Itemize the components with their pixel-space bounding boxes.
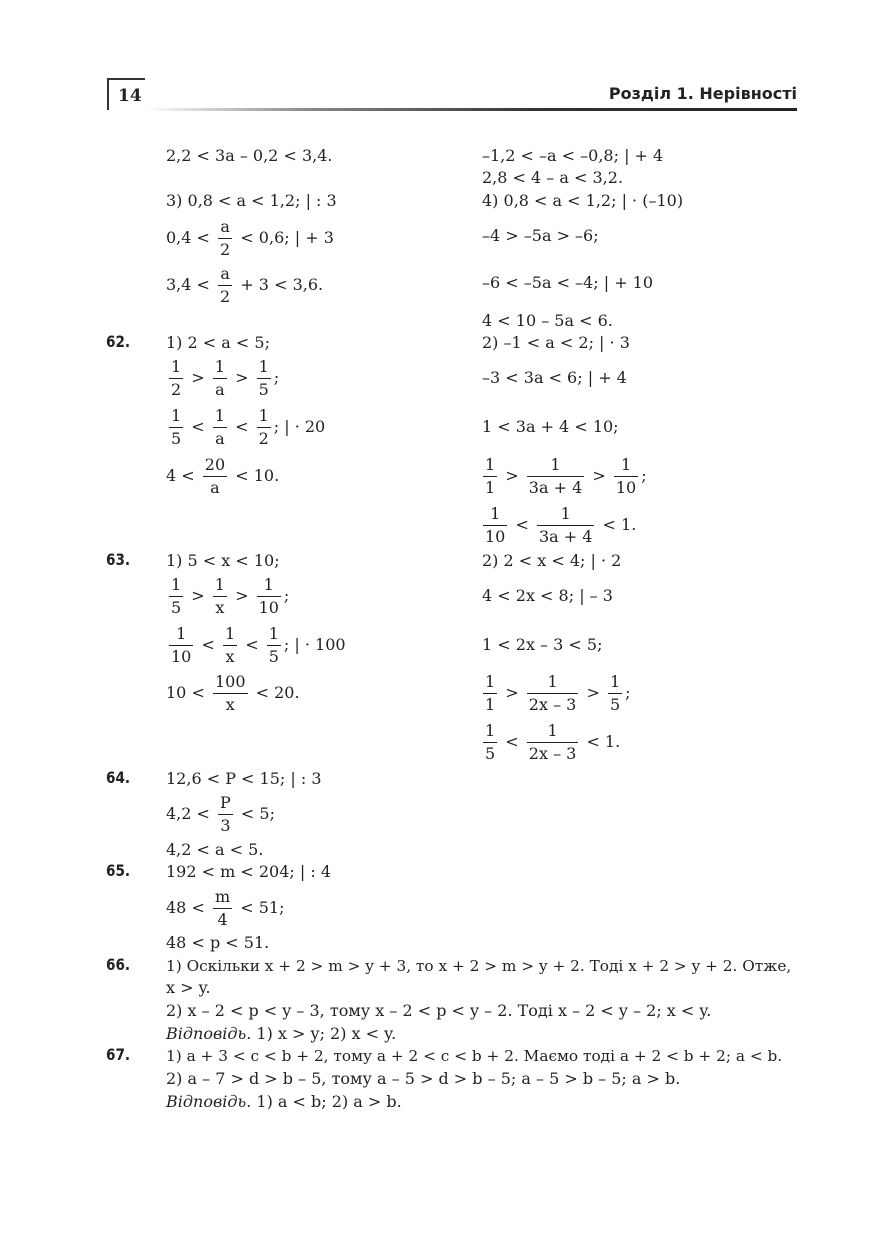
fraction <box>213 405 227 450</box>
fraction-line <box>166 671 300 716</box>
text: ; | · 20 <box>273 417 326 436</box>
text: 4 < <box>166 466 195 485</box>
line: 1 < 2x – 3 < 5; <box>482 635 603 654</box>
denominator: 2x – 3 <box>528 695 577 714</box>
line: 1 < 3a + 4 < 10; <box>482 417 619 436</box>
fraction <box>218 263 232 308</box>
numerator: 1 <box>213 574 227 597</box>
numerator: 1 <box>483 720 497 743</box>
denominator: 5 <box>258 380 269 399</box>
section-title: Розділ 1. Нерівності <box>608 84 797 103</box>
numerator: m <box>213 886 232 909</box>
numerator: 1 <box>483 671 497 694</box>
line: 1) a + 3 < c < b + 2, тому a + 2 < c < b + 2. Маємо тоді a + 2 < b + 2; a < b. <box>166 1047 783 1065</box>
fraction <box>483 454 497 499</box>
denominator: 3a + 4 <box>528 478 583 497</box>
operator: < <box>245 635 259 654</box>
line: x > y. <box>166 978 211 997</box>
line: –6 < –5a < –4; | + 10 <box>482 273 654 292</box>
numerator: 1 <box>213 405 227 428</box>
fraction <box>169 405 183 450</box>
line: 2,2 < 3a – 0,2 < 3,4. <box>166 146 333 165</box>
operator: > <box>592 466 606 485</box>
fraction-line <box>166 405 325 450</box>
operator: > <box>586 683 600 702</box>
denominator: 10 <box>258 598 279 617</box>
denominator: 2 <box>171 380 182 399</box>
text: ; | · 100 <box>283 635 346 654</box>
line: 1) Оскільки x + 2 > m > y + 3, то x + 2 > m > y + 2. Тоді x + 2 > y + 2. Отже, <box>166 957 792 975</box>
denominator: 2 <box>258 429 269 448</box>
numerator: 1 <box>608 671 622 694</box>
fraction <box>267 623 281 668</box>
fraction <box>257 574 281 619</box>
text: + 3 < 3,6. <box>240 275 324 294</box>
denominator: x <box>225 647 235 666</box>
numerator: 1 <box>169 574 183 597</box>
problem-number: 67. <box>106 1045 131 1064</box>
fraction-line <box>166 454 279 499</box>
operator: > <box>235 586 249 605</box>
text: ; <box>273 368 280 387</box>
fraction-line <box>480 720 620 765</box>
fraction-line <box>166 216 334 261</box>
fraction-line <box>166 356 279 401</box>
fraction <box>203 454 227 499</box>
fraction <box>169 574 183 619</box>
text: ; <box>283 586 290 605</box>
denominator: 10 <box>485 527 506 546</box>
line: 2) 2 < x < 4; | · 2 <box>482 551 622 570</box>
answer-line <box>166 1092 402 1112</box>
fraction <box>213 671 248 716</box>
text: < 5; <box>240 804 275 823</box>
operator: > <box>235 368 249 387</box>
text: 10 < <box>166 683 205 702</box>
text: 4,2 < <box>166 804 210 823</box>
line: 4) 0,8 < a < 1,2; | · (–10) <box>482 191 684 210</box>
problem-number: 62. <box>106 332 131 351</box>
text: < 1. <box>602 515 637 534</box>
fraction <box>213 356 227 401</box>
numerator: 1 <box>267 623 281 646</box>
text: < 20. <box>255 683 300 702</box>
fraction <box>169 623 193 668</box>
fraction <box>257 356 271 401</box>
denominator: 2 <box>220 240 231 259</box>
text: ; <box>641 466 647 485</box>
denominator: 1 <box>485 695 496 714</box>
operator: < <box>191 417 205 436</box>
line: 2,8 < 4 – a < 3,2. <box>482 168 624 187</box>
line: 12,6 < P < 15; | : 3 <box>166 769 322 788</box>
numerator: P <box>218 792 233 815</box>
numerator: 1 <box>527 720 579 743</box>
line: 4 < 10 – 5a < 6. <box>482 311 613 330</box>
numerator: 1 <box>213 356 227 379</box>
fraction <box>527 720 579 765</box>
line: 1) 5 < x < 10; <box>166 551 280 570</box>
numerator: 1 <box>614 454 638 477</box>
denominator: 3 <box>220 816 231 835</box>
operator: < <box>235 417 249 436</box>
fraction <box>223 623 237 668</box>
answer-label: Відповідь. <box>166 1092 252 1111</box>
numerator: 1 <box>257 574 281 597</box>
fraction-line <box>166 792 275 837</box>
line: 2) x – 2 < p < y – 3, тому x – 2 < p < y – 2. Тоді x – 2 < y – 2; x < y. <box>166 1001 712 1020</box>
fraction <box>608 671 622 716</box>
operator: > <box>191 586 205 605</box>
line: 1) 2 < a < 5; <box>166 333 270 352</box>
fraction-line <box>480 454 647 499</box>
fraction <box>218 216 232 261</box>
numerator: 1 <box>169 623 193 646</box>
fraction <box>614 454 638 499</box>
denominator: 10 <box>171 647 192 666</box>
text: < 51; <box>240 898 285 917</box>
operator: < <box>505 732 519 751</box>
answer-text: 1) a < b; 2) a > b. <box>251 1092 402 1111</box>
fraction <box>527 454 584 499</box>
text: 48 < <box>166 898 205 917</box>
operator: < <box>201 635 215 654</box>
fraction <box>483 503 507 548</box>
line: 2) –1 < a < 2; | · 3 <box>482 333 630 352</box>
fraction-line <box>166 263 323 308</box>
answer-label: Відповідь. <box>166 1024 252 1043</box>
text: < 0,6; | + 3 <box>240 228 334 247</box>
numerator: 1 <box>483 503 507 526</box>
denominator: 5 <box>268 647 279 666</box>
denominator: x <box>215 598 225 617</box>
denominator: 1 <box>485 478 496 497</box>
denominator: 5 <box>171 598 182 617</box>
denominator: a <box>210 478 220 497</box>
fraction <box>218 792 233 837</box>
numerator: 1 <box>537 503 594 526</box>
page-number: 14 <box>118 86 142 106</box>
fraction <box>537 503 594 548</box>
line: 2) a – 7 > d > b – 5, тому a – 5 > d > b – 5; a – 5 > b – 5; a > b. <box>166 1069 681 1088</box>
numerator: 1 <box>527 671 579 694</box>
problem-number: 65. <box>106 861 131 880</box>
fraction-line <box>480 671 631 716</box>
fraction <box>213 574 227 619</box>
text: 0,4 < <box>166 228 210 247</box>
fraction <box>213 886 232 931</box>
numerator: 1 <box>169 356 183 379</box>
numerator: 1 <box>257 405 271 428</box>
numerator: 1 <box>223 623 237 646</box>
numerator: 100 <box>213 671 248 694</box>
numerator: 20 <box>203 454 227 477</box>
operator: > <box>191 368 205 387</box>
fraction-line <box>480 503 636 548</box>
fraction <box>257 405 271 450</box>
fraction-line <box>166 623 346 668</box>
text: < 10. <box>235 466 280 485</box>
denominator: 2x – 3 <box>528 744 577 763</box>
text: ; <box>625 683 631 702</box>
fraction <box>483 720 497 765</box>
numerator: a <box>218 216 232 239</box>
operator: > <box>505 683 519 702</box>
numerator: 1 <box>169 405 183 428</box>
line: 48 < p < 51. <box>166 933 270 952</box>
fraction-line <box>166 574 289 619</box>
operator: > <box>505 466 519 485</box>
line: –1,2 < –a < –0,8; | + 4 <box>482 146 664 165</box>
fraction <box>169 356 183 401</box>
operator: < <box>515 515 529 534</box>
denominator: 4 <box>217 910 228 929</box>
header-rule <box>145 108 797 111</box>
denominator: 5 <box>485 744 496 763</box>
line: 4,2 < a < 5. <box>166 840 264 859</box>
denominator: x <box>225 695 235 714</box>
line: 3) 0,8 < a < 1,2; | : 3 <box>166 191 337 210</box>
text: < 1. <box>586 732 621 751</box>
line: 192 < m < 204; | : 4 <box>166 862 332 881</box>
problem-number: 66. <box>106 955 131 974</box>
fraction-line <box>166 886 284 931</box>
line: –4 > –5a > –6; <box>482 226 599 245</box>
denominator: 5 <box>171 429 182 448</box>
numerator: 1 <box>527 454 584 477</box>
denominator: 2 <box>220 287 231 306</box>
denominator: 3a + 4 <box>538 527 593 546</box>
answer-text: 1) x > y; 2) x < y. <box>251 1024 397 1043</box>
denominator: 10 <box>615 478 637 497</box>
line: 4 < 2x < 8; | – 3 <box>482 586 613 605</box>
answer-line <box>166 1024 396 1044</box>
text: 3,4 < <box>166 275 210 294</box>
denominator: a <box>215 429 225 448</box>
denominator: a <box>215 380 225 399</box>
numerator: a <box>218 263 232 286</box>
problem-number: 63. <box>106 550 131 569</box>
fraction <box>483 671 497 716</box>
numerator: 1 <box>483 454 497 477</box>
numerator: 1 <box>257 356 271 379</box>
problem-number: 64. <box>106 768 131 787</box>
denominator: 5 <box>609 695 621 714</box>
line: –3 < 3a < 6; | + 4 <box>482 368 627 387</box>
fraction <box>527 671 579 716</box>
